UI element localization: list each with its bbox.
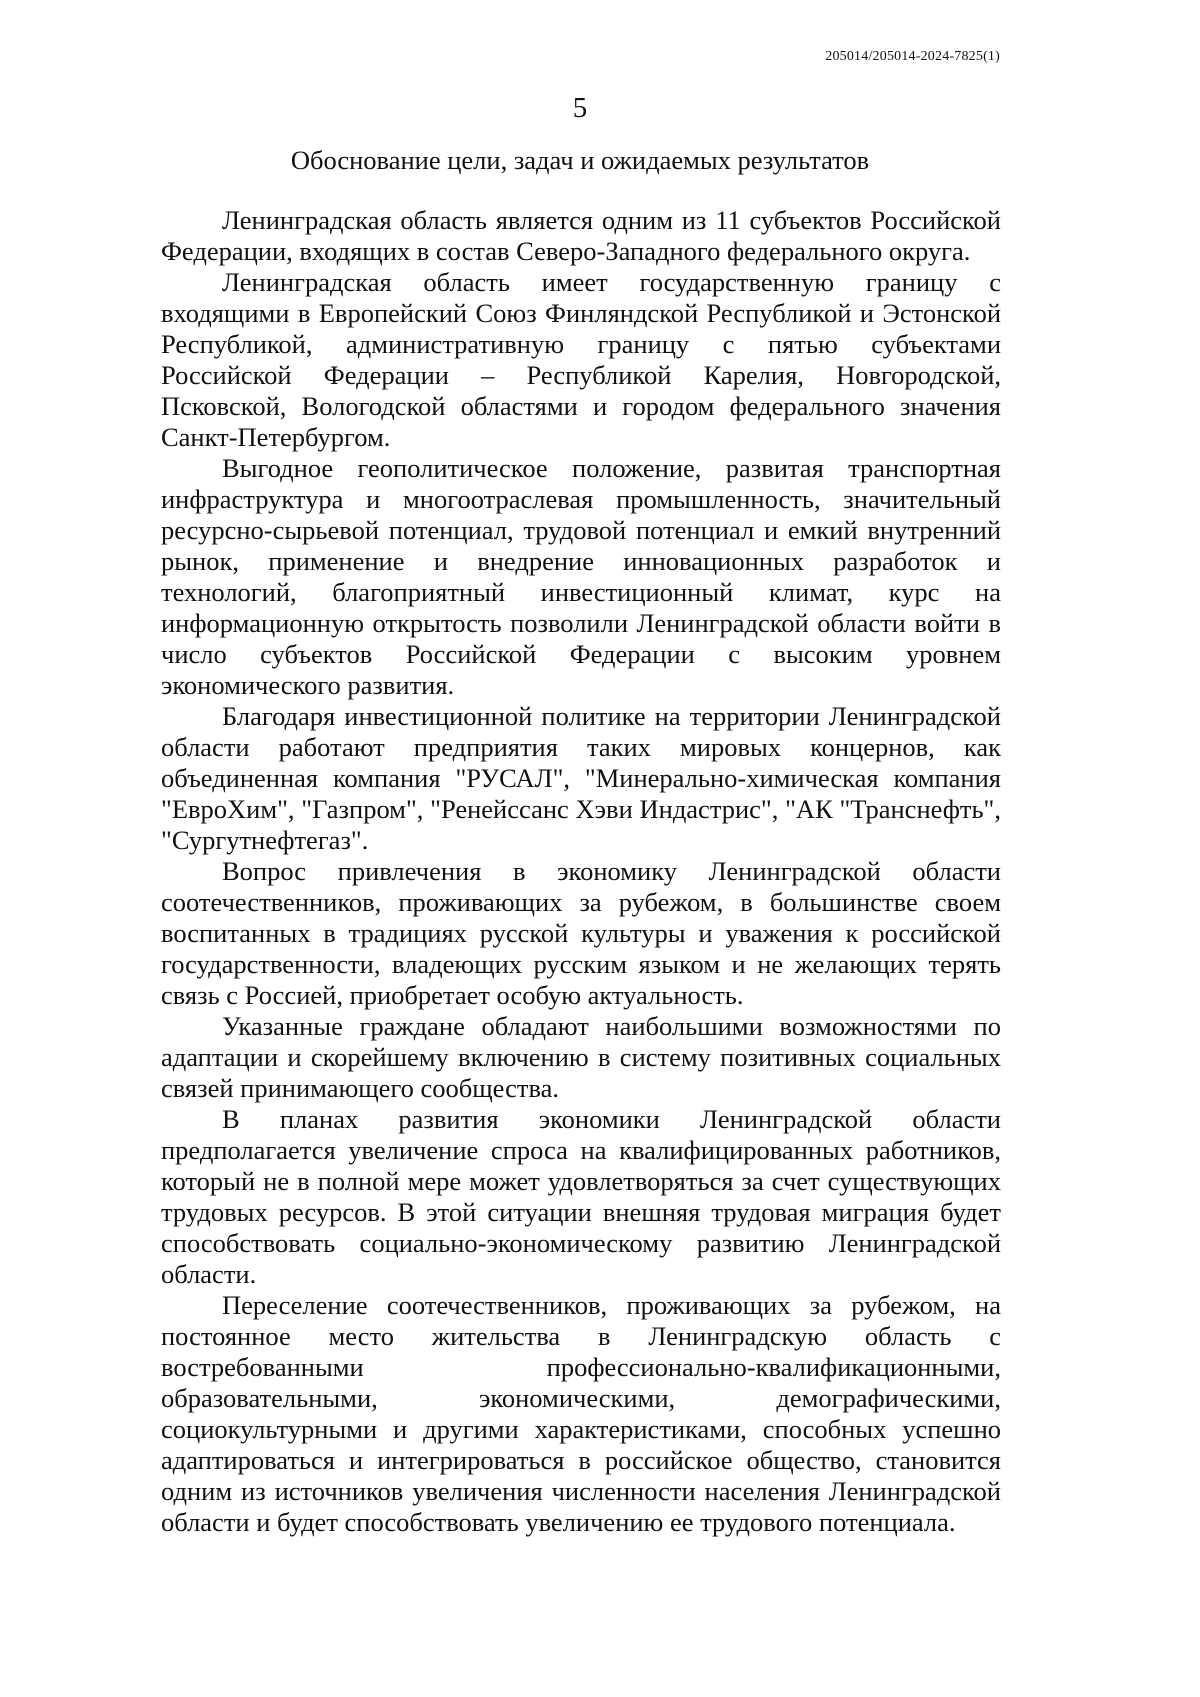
section-title: Обоснование цели, задач и ожидаемых результатов: [290, 145, 870, 175]
paragraph-4: Благодаря инвестиционной политике на территории Ленинградской области работают предприятия таких мировых концернов, как объединенная компания "РУСАЛ", "Минерально-химическая компания "ЕвроХим", "Газпром", "Ренейссанс Хэви Индастрис", "АК "Транснефть", "Сургутнефтегаз".: [161, 701, 1001, 855]
paragraph-6: Указанные граждане обладают наибольшими возможностями по адаптации и скорейшему включению в систему позитивных социальных связей принимающего сообщества.: [161, 1011, 1001, 1103]
page-number: 5: [572, 92, 588, 124]
paragraph-3: Выгодное геополитическое положение, развитая транспортная инфраструктура и многоотраслевая промышленность, значительный ресурсно-сырьевой потенциал, трудовой потенциал и емкий внутренний рынок, применение и внедрение инновационных разработок и технологий, благоприятный инвестиционный климат, курс на информационную открытость позволили Ленинградской области войти в число субъектов Российской Федерации с высоким уровнем экономического развития.: [161, 453, 1001, 700]
paragraph-5: Вопрос привлечения в экономику Ленинградской области соотечественников, проживающих за рубежом, в большинстве своем воспитанных в традициях русской культуры и уважения к российской государственности, владеющих русским языком и не желающих терять связь с Россией, приобретает особую актуальность.: [161, 856, 1001, 1010]
paragraph-8: Переселение соотечественников, проживающих за рубежом, на постоянное место жительства в Ленинградскую область с востребованными профессионально-квалификационными, образовательными, экономическими, демографическими, социокультурными и другими характеристиками, способных успешно адаптироваться и интегрироваться в российское общество, становится одним из источников увеличения численности населения Ленинградской области и будет способствовать увеличению ее трудового потенциала.: [161, 1290, 1001, 1537]
paragraph-7: В планах развития экономики Ленинградской области предполагается увеличение спроса на квалифицированных работников, который не в полной мере может удовлетворяться за счет существующих трудовых ресурсов. В этой ситуации внешняя трудовая миграция будет способствовать социально-экономическому развитию Ленинградской области.: [161, 1104, 1001, 1289]
paragraph-2: Ленинградская область имеет государственную границу с входящими в Европейский Союз Финляндской Республикой и Эстонской Республикой, административную границу с пятью субъектами Российской Федерации – Республикой Карелия, Новгородской, Псковской, Вологодской областями и городом федерального значения Санкт-Петербургом.: [161, 267, 1001, 452]
document-body: [161, 205, 1001, 1538]
paragraph-1: Ленинградская область является одним из 11 субъектов Российской Федерации, входящих в состав Северо-Западного федерального округа.: [161, 205, 1001, 266]
document-id: 205014/205014-2024-7825(1): [825, 49, 1000, 64]
